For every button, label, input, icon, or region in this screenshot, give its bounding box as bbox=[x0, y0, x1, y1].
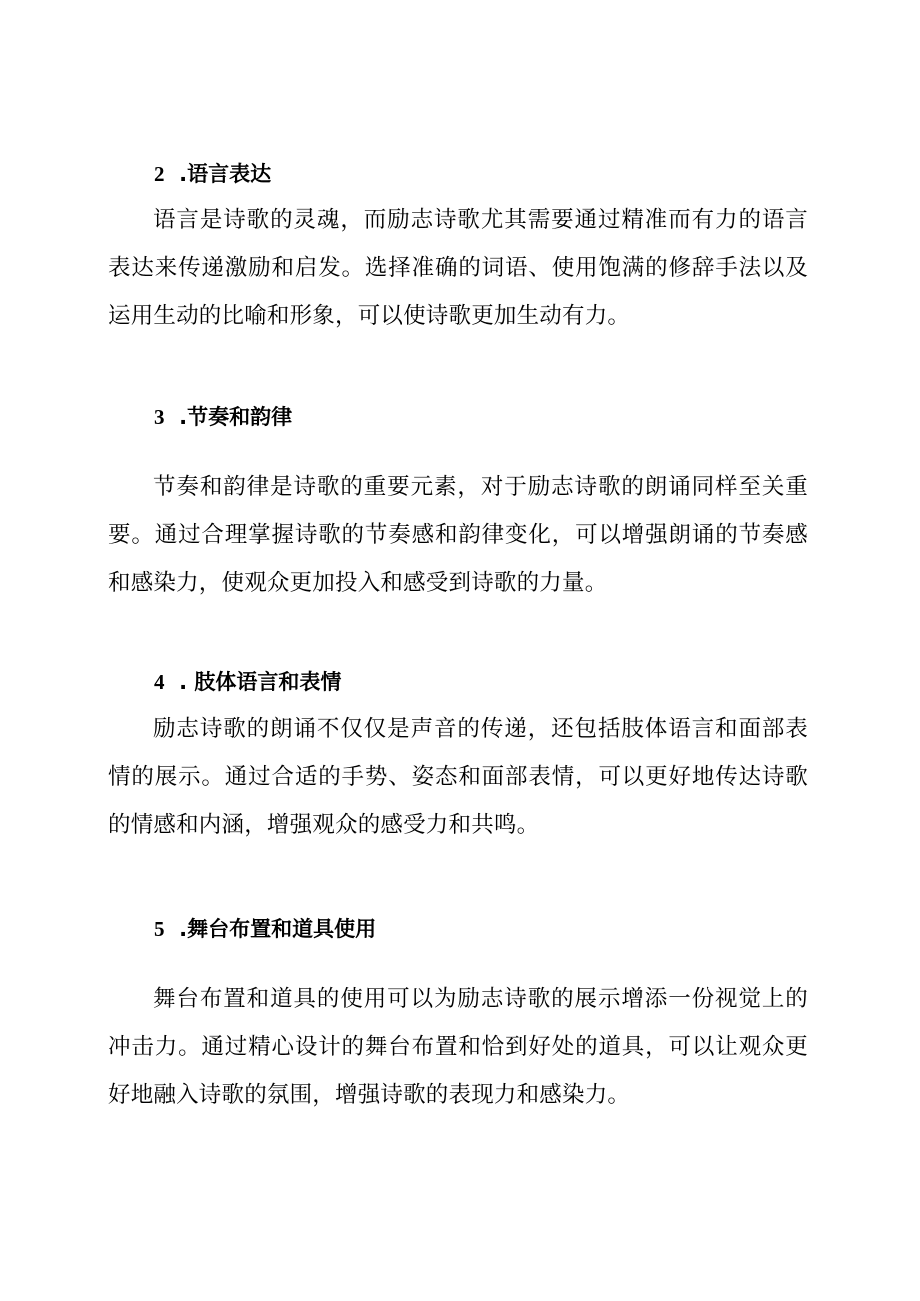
section-number: 2 bbox=[154, 162, 165, 186]
section-body-5: 舞台布置和道具的使用可以为励志诗歌的展示增添一份视觉上的冲击力。通过精心设计的舞台布置和恰到好处的道具，可以让观众更好地融入诗歌的氛围，增强诗歌的表现力和感染力。 bbox=[108, 986, 808, 1108]
section-heading-4 bbox=[154, 668, 341, 696]
section-body-2: 语言是诗歌的灵魂，而励志诗歌尤其需要通过精准而有力的语言表达来传递激励和启发。选择准确的词语、使用饱满的修辞手法以及运用生动的比喻和形象，可以使诗歌更加生动有力。 bbox=[108, 207, 808, 329]
section-title: .舞台布置和道具使用 bbox=[179, 917, 377, 941]
section-heading-2 bbox=[154, 160, 271, 188]
section-title: . 肢体语言和表情 bbox=[179, 670, 342, 694]
section-body-4: 励志诗歌的朗诵不仅仅是声音的传递，还包括肢体语言和面部表情的展示。通过合适的手势、姿态和面部表情，可以更好地传达诗歌的情感和内涵，增强观众的感受力和共鸣。 bbox=[108, 716, 808, 838]
section-title: .节奏和韵律 bbox=[179, 405, 293, 429]
section-number: 4 bbox=[154, 670, 165, 694]
section-title: .语言表达 bbox=[179, 162, 272, 186]
section-number: 5 bbox=[154, 917, 165, 941]
section-body-3: 节奏和韵律是诗歌的重要元素，对于励志诗歌的朗诵同样至关重要。通过合理掌握诗歌的节奏感和韵律变化，可以增强朗诵的节奏感和感染力，使观众更加投入和感受到诗歌的力量。 bbox=[108, 474, 808, 596]
section-number: 3 bbox=[154, 405, 165, 429]
section-heading-3 bbox=[154, 403, 292, 431]
section-heading-5 bbox=[154, 915, 376, 943]
